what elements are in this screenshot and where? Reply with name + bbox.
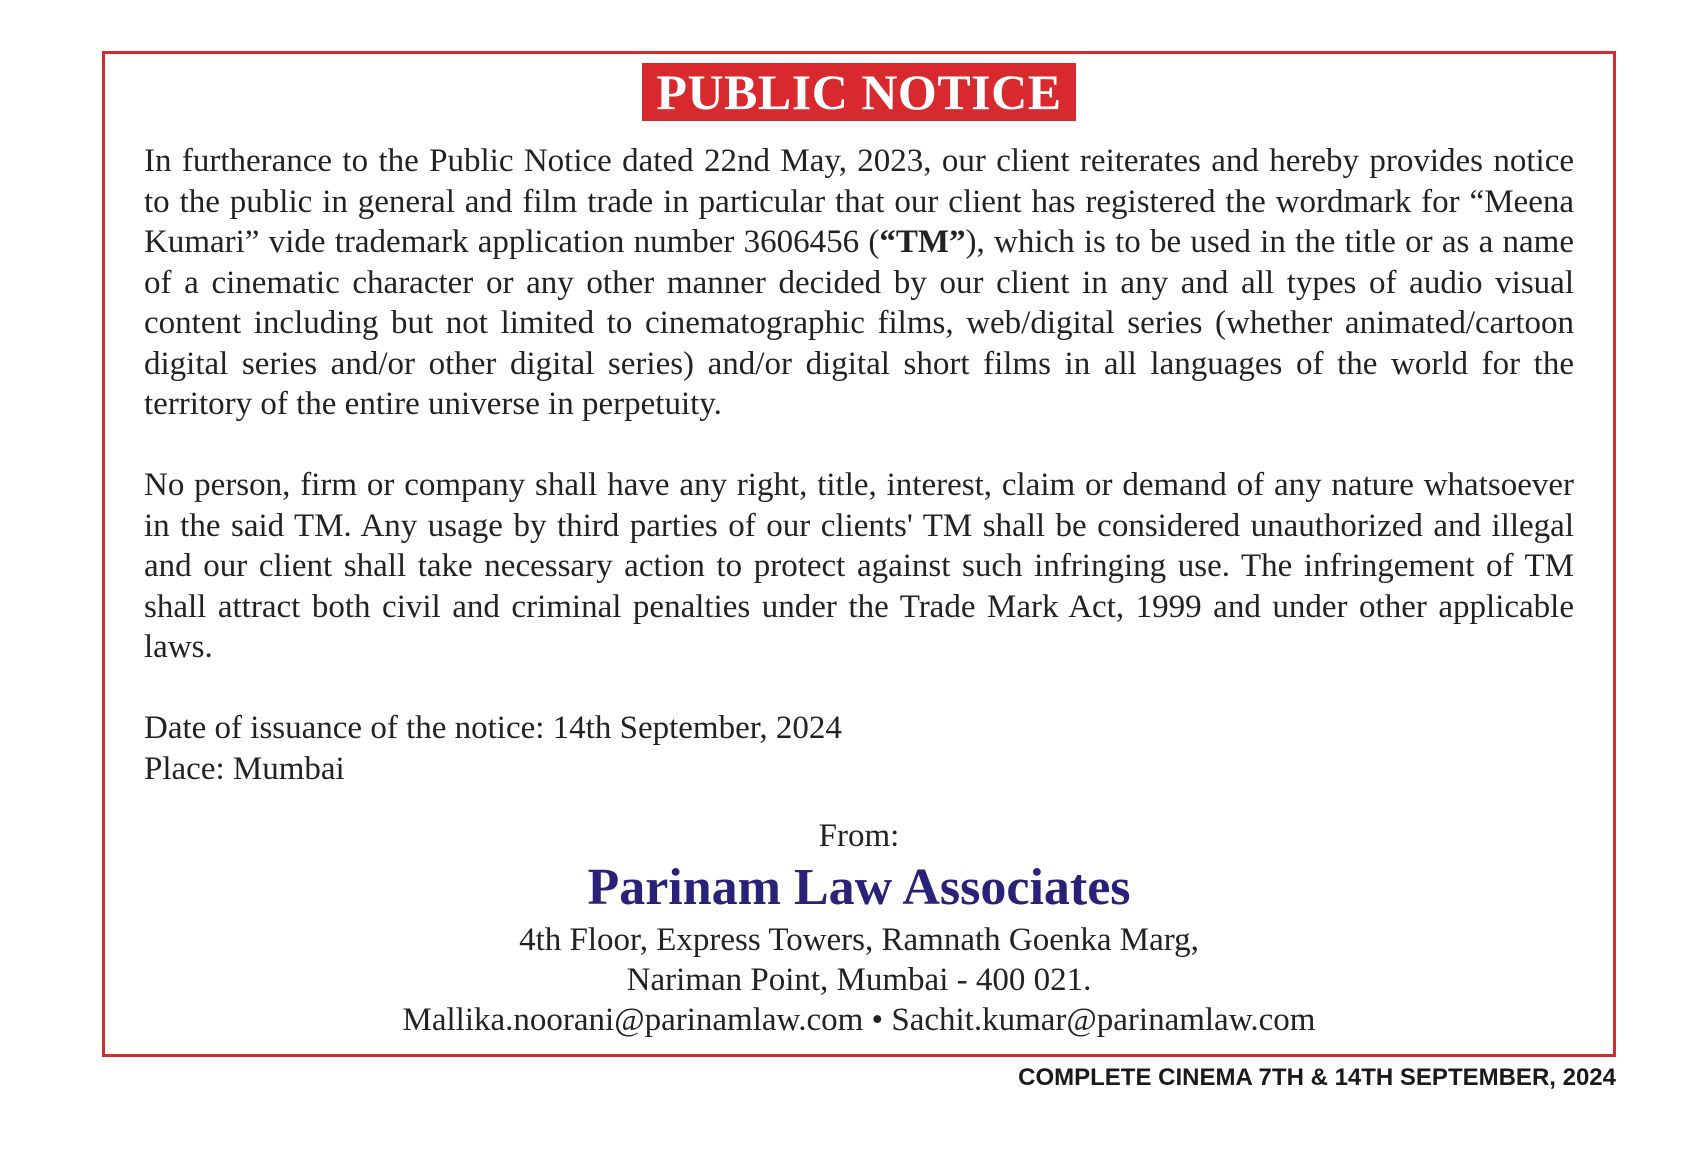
address-line-2: Nariman Point, Mumbai - 400 021. [626, 962, 1092, 998]
from-label: From: [818, 818, 900, 854]
paragraph-1-text-end: ), which is to be used in the title or as a name of a cinematic character or any other manner decided by our client in any and all types of audio visual content including but not limited to cinematographic films, web/digital series (whether animated/cartoon digital series and/or other digital series) and/or digital short films in all languages of the world for the territory of the entire universe in perpetuity. [144, 224, 1574, 422]
public-notice-frame [102, 51, 1616, 1057]
address-line-1: 4th Floor, Express Towers, Ramnath Goenka Marg, [519, 922, 1199, 958]
paragraph-1-text-start: In furtherance to the Public Notice dated 22nd May, 2023, our client reiterates and hereby provides notice to the public in general and film trade in particular that our client has registered the wordmark for “Meena Kumari” vide trademark application number 3606456 ( [144, 143, 1574, 260]
issuance-date: Date of issuance of the notice: 14th September, 2024 [144, 710, 842, 746]
contact-emails: Mallika.noorani@parinamlaw.com • Sachit.kumar@parinamlaw.com [402, 1002, 1316, 1038]
tm-label: “TM” [879, 224, 966, 260]
heading-wrapper [105, 63, 1613, 121]
notice-paragraph-1 [144, 141, 1574, 425]
issuance-place: Place: Mumbai [144, 750, 345, 787]
notice-paragraph-2: No person, firm or company shall have any right, title, interest, claim or demand of any nature whatsoever in the said TM. Any usage by third parties of our clients' TM shall be considered unauthorized and illegal and our client shall take necessary action to protect against such infringing use. The infringement of TM shall attract both civil and criminal penalties under the Trade Mark Act, 1999 and under other applicable laws. [144, 467, 1574, 665]
sender-block [105, 816, 1613, 1040]
notice-heading: PUBLIC NOTICE [642, 63, 1075, 121]
publication-credit: COMPLETE CINEMA 7TH & 14TH SEPTEMBER, 2024 [1018, 1064, 1616, 1091]
firm-name: Parinam Law Associates [587, 859, 1131, 916]
issuance-details [144, 708, 842, 789]
